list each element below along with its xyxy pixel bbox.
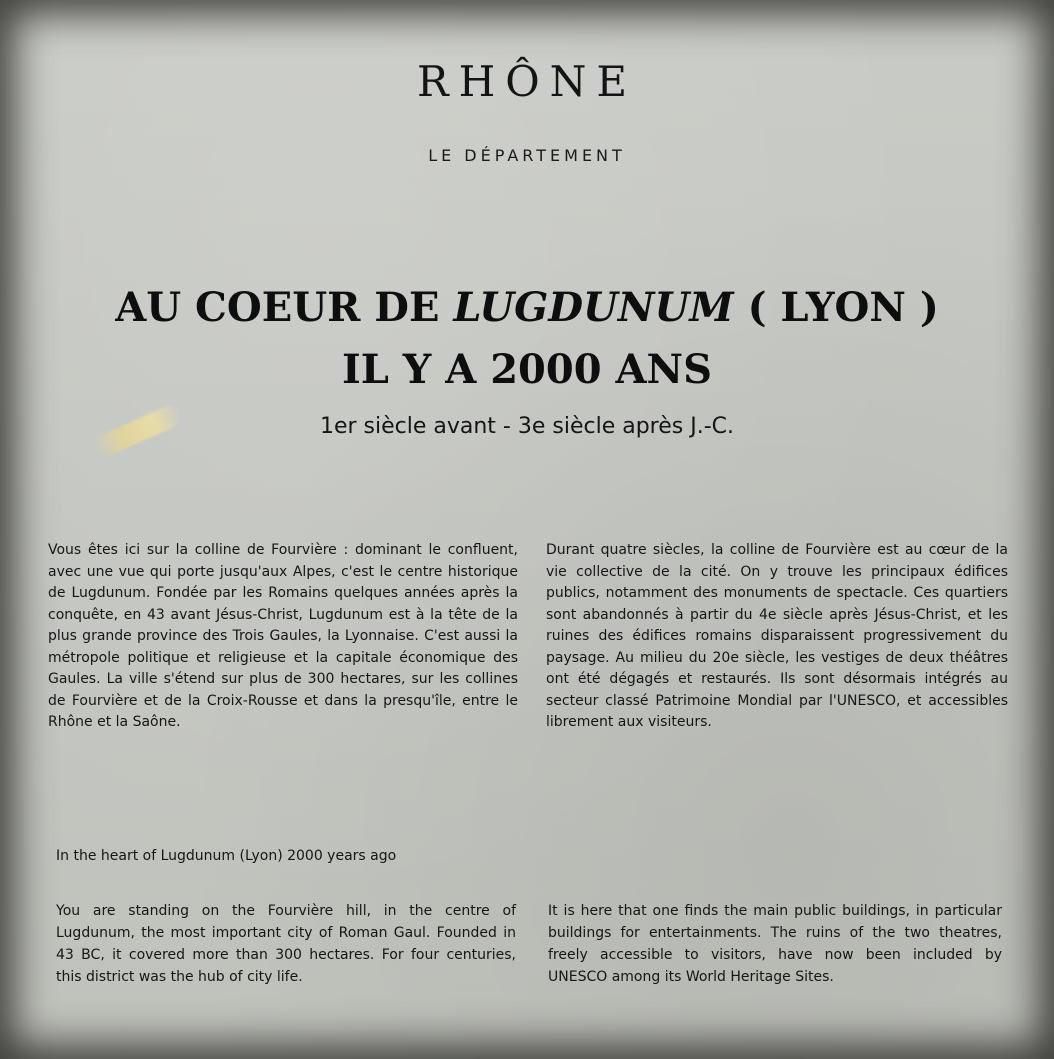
title-line-1	[0, 284, 1054, 331]
title-line-2: IL Y A 2000 ANS	[342, 346, 712, 393]
title-prefix: AU COEUR DE	[115, 284, 454, 331]
french-text-left: Vous êtes ici sur la colline de Fourvière : dominant le confluent, avec une vue qui porte jusqu'aux Alpes, c'est le centre historique de Lugdunum. Fondée par les Romains quelques années après la conquête, en 43 avant Jésus-Christ, Lugdunum est à la tête de la plus grande province des Trois Gaules, la Lyonnaise. C'est aussi la métropole politique et religieuse et la capitale économique des Gaules. La ville s'étend sur plus de 300 hectares, sur les collines de Fourvière et de la Croix-Rousse et dans la presqu'île, entre le Rhône et la Saône.	[48, 542, 518, 730]
french-text-right: Durant quatre siècles, la colline de Fourvière est au cœur de la vie collective de la cité. On y trouve les principaux édifices publics, notamment des monuments de spectacle. Ces quartiers sont abandonnés à partir du 4e siècle après Jésus-Christ, et les ruines des édifices romains disparaissent progressivement du paysage. Au milieu du 20e siècle, les vestiges de deux théâtres ont été dégagés et restaurés. Ils sont désormais intégrés au secteur classé Patrimoine Mondial par l'UNESCO, et accessibles librement aux visiteurs.	[546, 542, 1008, 730]
department-label: LE DÉPARTEMENT	[428, 146, 626, 165]
subtitle: 1er siècle avant - 3e siècle après J.-C.	[319, 414, 735, 439]
english-text-right: It is here that one finds the main public buildings, in particular buildings for entertainments. The ruins of the two theatres, freely accessible to visitors, have now been included by UNESCO among its World Heritage Sites.	[548, 903, 1002, 985]
logo-text: RHÔNE	[416, 57, 638, 106]
logo	[0, 56, 1054, 108]
title-suffix: ( LYON )	[733, 284, 939, 331]
english-heading: In the heart of Lugdunum (Lyon) 2000 years ago	[56, 848, 397, 864]
english-text-left: You are standing on the Fourvière hill, in the centre of Lugdunum, the most important city of Roman Gaul. Founded in 43 BC, it covered more than 300 hectares. For four centuries, this district was the hub of city life.	[56, 903, 516, 985]
title-italic: LUGDUNUM	[453, 284, 734, 331]
